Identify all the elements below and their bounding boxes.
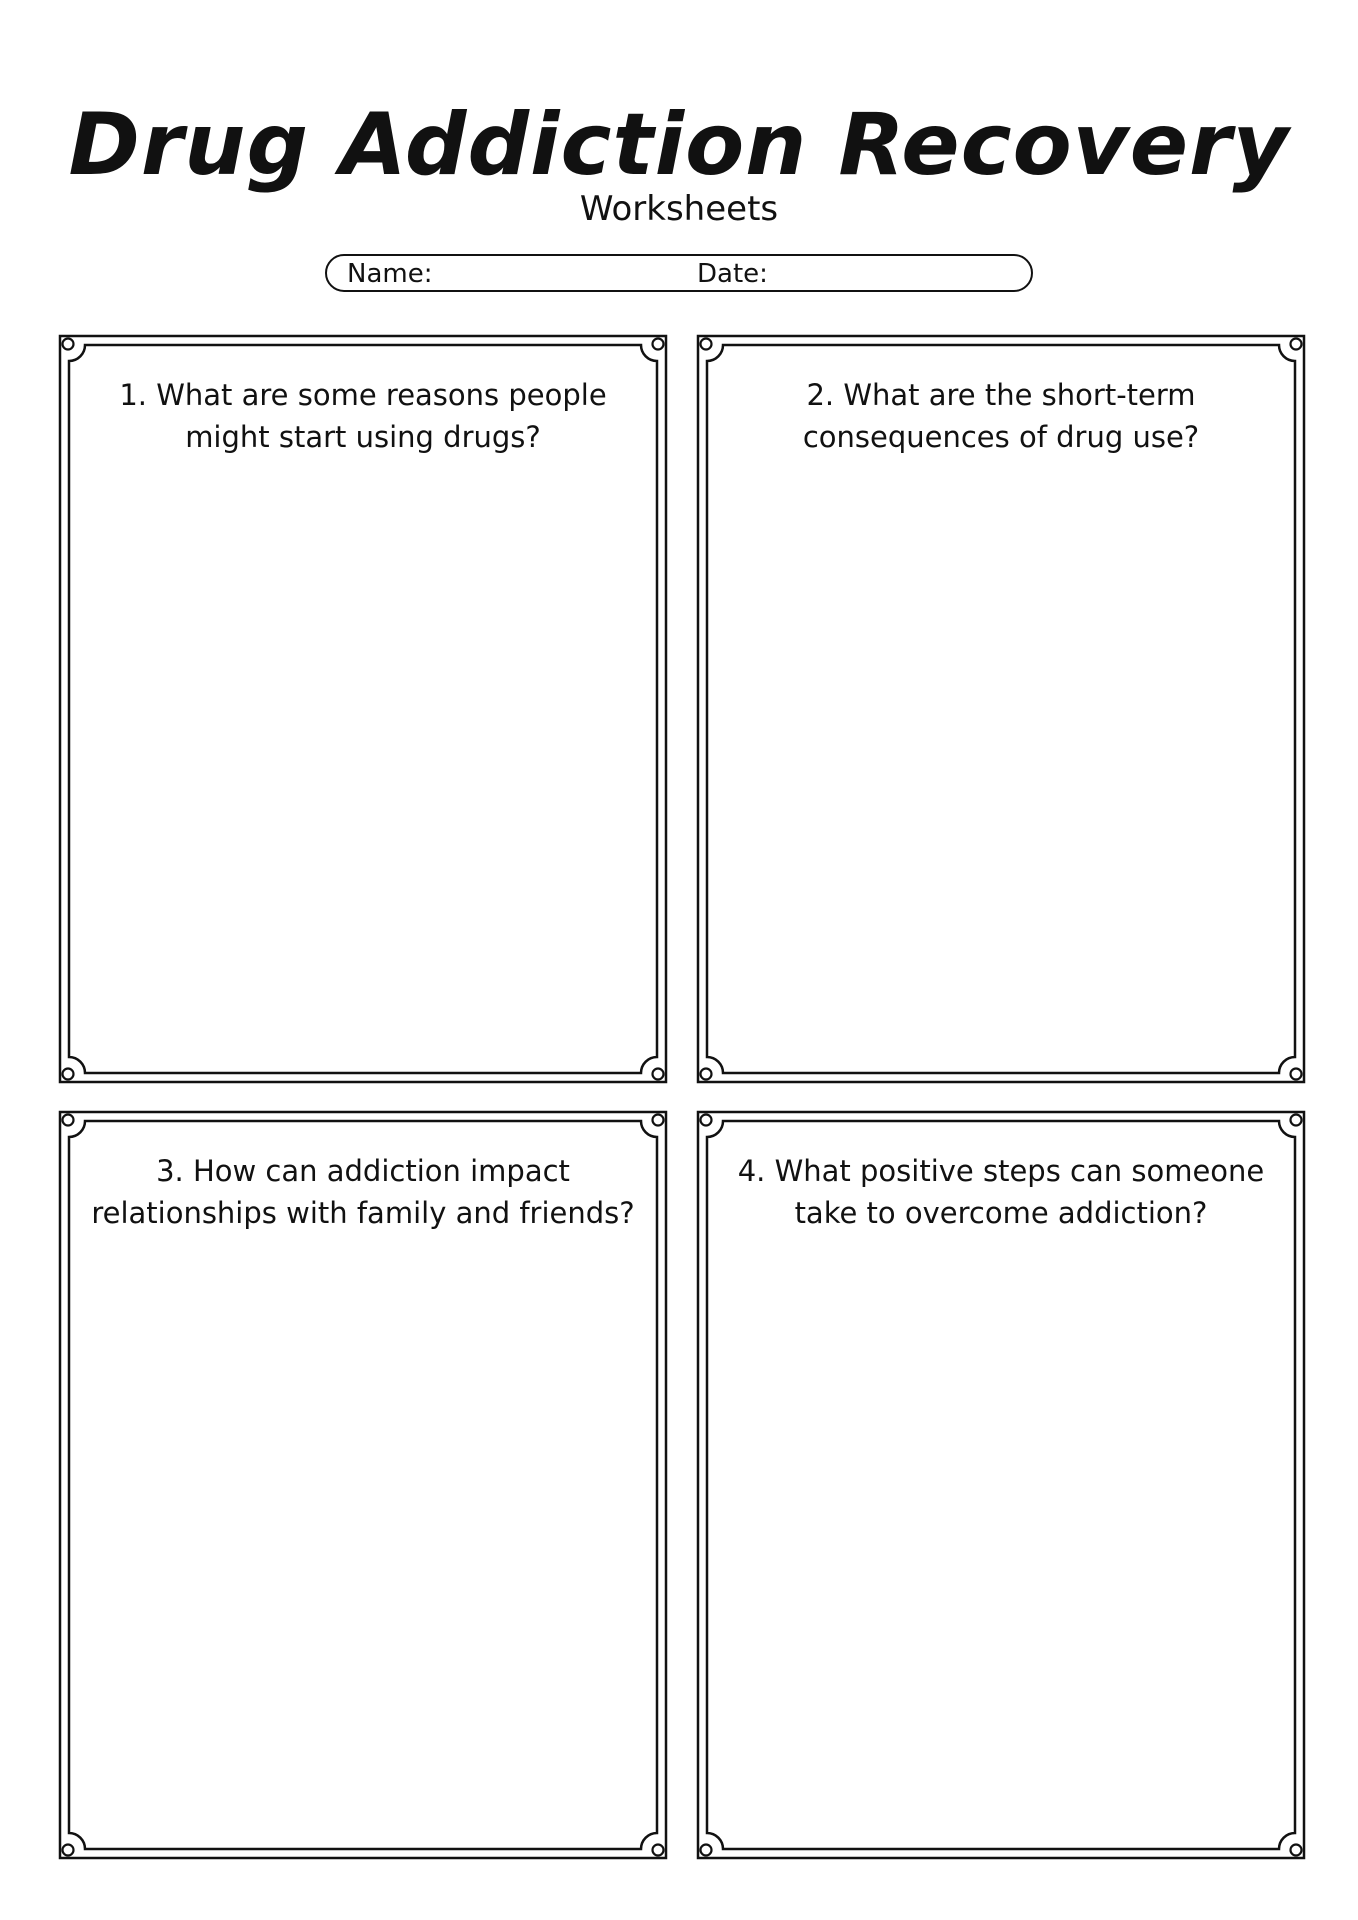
question-3-text: 3. How can addiction impact relationships with family and friends? [91,1154,635,1230]
question-card-4 [696,1110,1306,1860]
question-card-3 [58,1110,668,1860]
question-4-text: 4. What positive steps can someone take to overcome addiction? [737,1154,1265,1230]
name-date-bar [325,254,1033,292]
page-title: Drug Addiction Recovery [68,95,1290,195]
question-card-2 [696,334,1306,1084]
page-subtitle: Worksheets [579,189,779,229]
question-1-text: 1. What are some reasons people might start using drugs? [119,378,607,454]
name-label: Name: [347,259,433,289]
question-card-1 [58,334,668,1084]
date-label: Date: [697,259,768,289]
question-2-text: 2. What are the short-term consequences of drug use? [802,378,1200,454]
